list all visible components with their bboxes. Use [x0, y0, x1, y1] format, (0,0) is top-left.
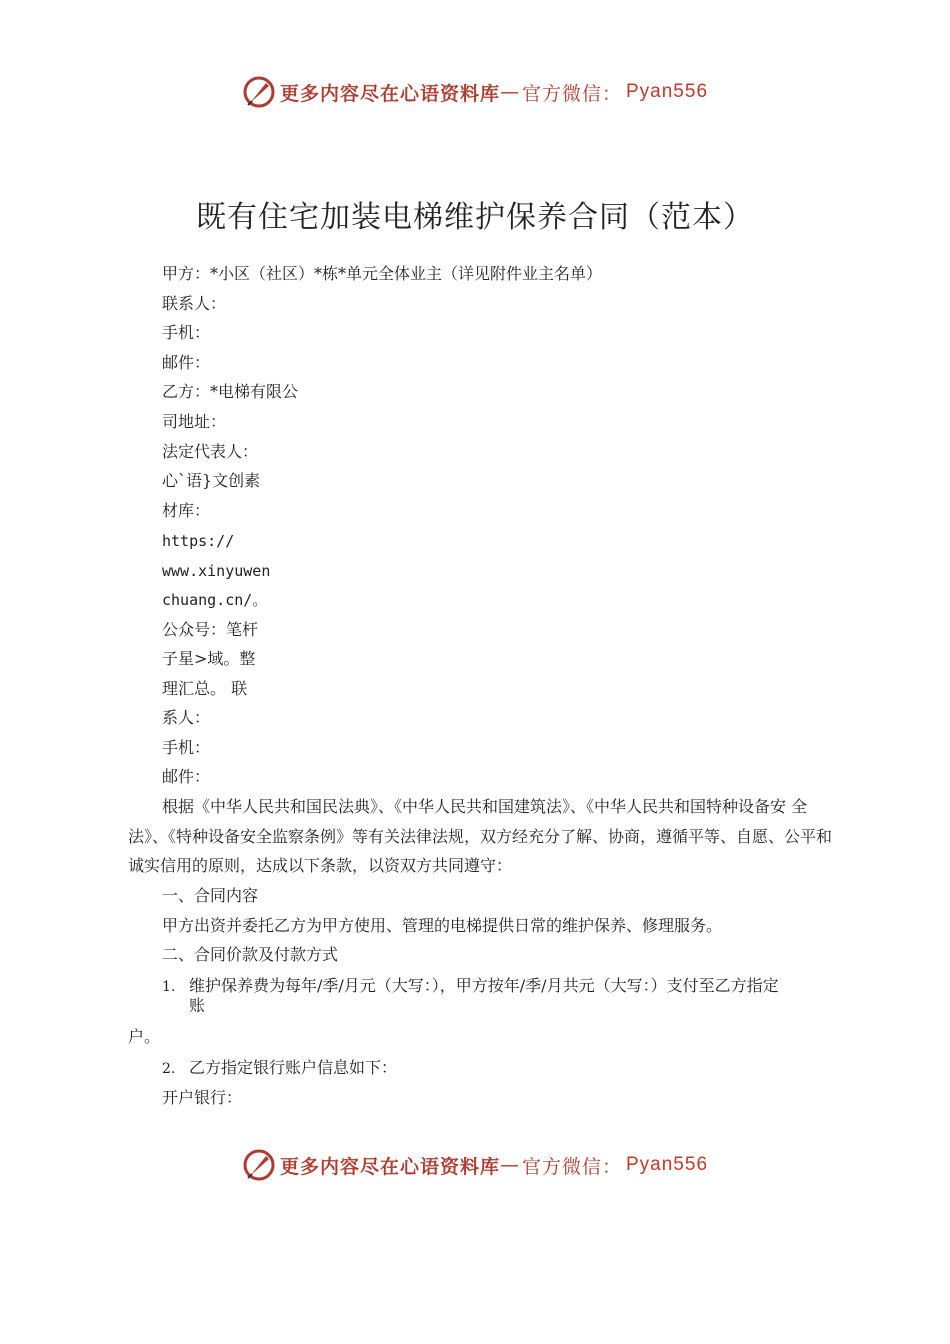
watermark-wechat-id: Pyan556 [626, 1154, 709, 1175]
intro-line-1: 根据《中华人民共和国民法典》、《中华人民共和国建筑法》、《中华人民共和国特种设备安 全 [162, 797, 808, 816]
inline-watermark-url-2: www.xinyuwen [162, 562, 271, 580]
item-number: 1. [162, 979, 176, 995]
party-b-email: 邮件： [162, 767, 211, 786]
watermark-main-text: 更多内容尽在心语资料库 [279, 1155, 500, 1178]
party-b-phone: 手机： [162, 738, 211, 757]
document-title: 既有住宅加装电梯维护保养合同（范本） [196, 200, 754, 235]
section-2-item-1-continuation: 户。 [128, 1027, 161, 1046]
inline-watermark-line-7: 子星>域。整 [162, 649, 256, 668]
party-b-address: 司地址： [162, 412, 227, 431]
inline-watermark-url-1: https:// [162, 532, 235, 550]
watermark-separator: — [499, 81, 520, 103]
item-number: 2. [162, 1061, 176, 1077]
watermark-main-text: 更多内容尽在心语资料库 [279, 82, 500, 105]
party-a-email: 邮件： [162, 353, 211, 372]
inline-watermark-url-3: chuang.cn/。 [162, 591, 268, 609]
section-2-item-2 [162, 1058, 397, 1079]
section-2-item-1-wrap: 账 [189, 996, 206, 1015]
party-b-legal-rep: 法定代表人： [162, 442, 259, 461]
intro-line-3: 诚实信用的原则，达成以下条款，以资双方共同遵守： [128, 856, 513, 875]
quill-logo-icon [242, 1148, 276, 1182]
watermark-wechat-id: Pyan556 [626, 81, 709, 102]
section-2-item-1 [162, 976, 779, 997]
item-text: 维护保养费为每年/季/月元（大写：），甲方按年/季/月共元（大写：）支付至乙方指定 [189, 976, 779, 995]
bank-label: 开户银行： [162, 1088, 243, 1107]
inline-watermark-line-8: 理汇总。 联 [162, 679, 248, 698]
party-a-contact: 联系人： [162, 294, 227, 313]
section-1-heading: 一、合同内容 [162, 886, 259, 905]
inline-watermark-line-1: 心`语}文创素 [162, 471, 261, 490]
watermark-banner-bottom [0, 1145, 950, 1185]
party-b-contact: 系人： [162, 708, 211, 727]
intro-line-2: 法》、《特种设备安全监察条例》等有关法律法规，双方经充分了解、协商，遵循平等、自愿、公平和 [128, 827, 833, 846]
watermark-wechat-label: 官方微信： [521, 1155, 622, 1178]
section-2-heading: 二、合同价款及付款方式 [162, 945, 339, 964]
item-text: 乙方指定银行账户信息如下： [189, 1058, 398, 1077]
watermark-banner-top [0, 72, 950, 112]
party-a-phone: 手机： [162, 323, 211, 342]
quill-logo-icon [242, 75, 276, 109]
inline-watermark-line-6: 公众号：笔杆 [162, 620, 259, 639]
party-a-name: 甲方：*小区（社区）*栋*单元全体业主（详见附件业主名单） [162, 264, 603, 283]
inline-watermark-line-2: 材库： [162, 501, 211, 520]
section-1-text: 甲方出资并委托乙方为甲方使用、管理的电梯提供日常的维护保养、修理服务。 [162, 916, 723, 935]
watermark-wechat-label: 官方微信： [521, 82, 622, 105]
party-b-name: 乙方：*电梯有限公 [162, 382, 299, 401]
watermark-separator: — [499, 1154, 520, 1176]
